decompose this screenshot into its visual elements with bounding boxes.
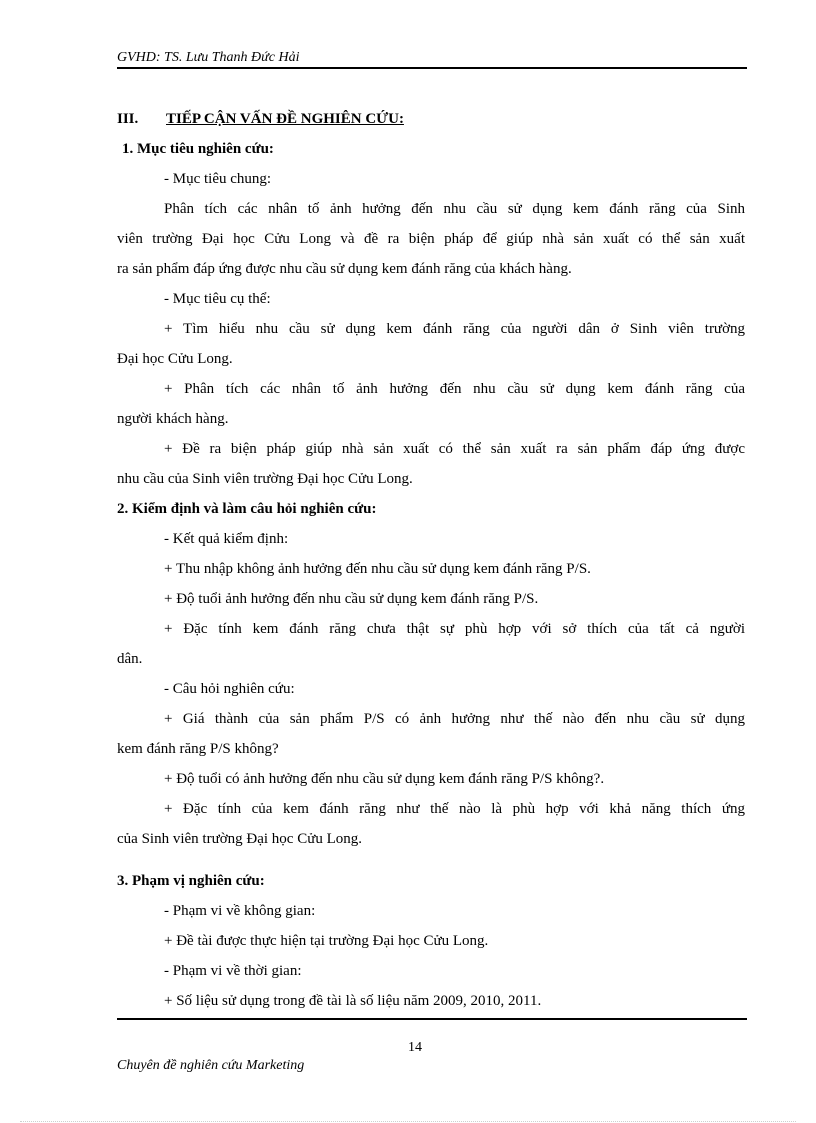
paragraph-line: + Đặc tính của kem đánh răng như thế nào là phù hợp với khả năng thích ứng	[164, 801, 745, 817]
section-title: TIẾP CẬN VẤN ĐỀ NGHIÊN CỨU:	[166, 111, 404, 127]
footer-rule	[117, 1018, 747, 1020]
paragraph-line: kem đánh răng P/S không?	[117, 741, 279, 757]
section-number: III.	[117, 111, 139, 127]
subsection-2-title: 2. Kiểm định và làm câu hỏi nghiên cứu:	[117, 501, 377, 517]
header-rule	[117, 67, 747, 69]
spacer	[117, 854, 745, 866]
paragraph-line: + Phân tích các nhân tố ảnh hưởng đến nhu cầu sử dụng kem đánh răng của	[164, 381, 745, 397]
paragraph-line: - Câu hỏi nghiên cứu:	[164, 681, 295, 697]
paragraph-line: + Đề ra biện pháp giúp nhà sản xuất có thể sản xuất ra sản phẩm đáp ứng được	[164, 441, 745, 457]
paragraph-line: nhu cầu của Sinh viên trường Đại học Cửu Long.	[117, 471, 413, 487]
subsection-1-title: 1. Mục tiêu nghiên cứu:	[122, 141, 274, 157]
paragraph-line: viên trường Đại học Cửu Long và đề ra biện pháp để giúp nhà sản xuất có thể sản xuất	[117, 231, 745, 247]
footer-course-title: Chuyên đề nghiên cứu Marketing	[117, 1058, 305, 1073]
paragraph-line: + Thu nhập không ảnh hưởng đến nhu cầu sử dụng kem đánh răng P/S.	[164, 561, 591, 577]
paragraph-line: - Mục tiêu cụ thể:	[164, 291, 271, 307]
paragraph-line: + Độ tuổi ảnh hưởng đến nhu cầu sử dụng kem đánh răng P/S.	[164, 591, 539, 607]
paragraph-line: + Đề tài được thực hiện tại trường Đại học Cửu Long.	[164, 933, 489, 949]
paragraph-line: của Sinh viên trường Đại học Cửu Long.	[117, 831, 362, 847]
paragraph-line: + Đặc tính kem đánh răng chưa thật sự phù hợp với sở thích của tất cả người	[164, 621, 745, 637]
paragraph-line: - Phạm vi về thời gian:	[164, 963, 302, 979]
page-bottom-edge	[20, 1121, 796, 1122]
section-heading	[117, 104, 745, 134]
page-number: 14	[408, 1040, 422, 1055]
paragraph-line: - Kết quả kiểm định:	[164, 531, 289, 547]
paragraph-line: Đại học Cửu Long.	[117, 351, 233, 367]
paragraph-line: Phân tích các nhân tố ảnh hưởng đến nhu cầu sử dụng kem đánh răng của Sinh	[164, 201, 745, 217]
paragraph-line: - Phạm vi về không gian:	[164, 903, 316, 919]
page-content	[117, 104, 745, 1016]
paragraph-line: + Tìm hiểu nhu cầu sử dụng kem đánh răng của người dân ở Sinh viên trường	[164, 321, 745, 337]
paragraph-line: + Số liệu sử dụng trong đề tài là số liệu năm 2009, 2010, 2011.	[164, 993, 542, 1009]
paragraph-line: dân.	[117, 651, 143, 667]
paragraph-line: + Giá thành của sản phẩm P/S có ảnh hưởng như thế nào đến nhu cầu sử dụng	[164, 711, 745, 727]
paragraph-line: + Độ tuổi có ảnh hưởng đến nhu cầu sử dụng kem đánh răng P/S không?.	[164, 771, 605, 787]
paragraph-line: ra sản phẩm đáp ứng được nhu cầu sử dụng kem đánh răng của khách hàng.	[117, 261, 572, 277]
header-supervisor: GVHD: TS. Lưu Thanh Đức Hải	[117, 50, 300, 65]
paragraph-line: người khách hàng.	[117, 411, 229, 427]
paragraph-line: - Mục tiêu chung:	[164, 171, 272, 187]
subsection-3-title: 3. Phạm vị nghiên cứu:	[117, 873, 265, 889]
